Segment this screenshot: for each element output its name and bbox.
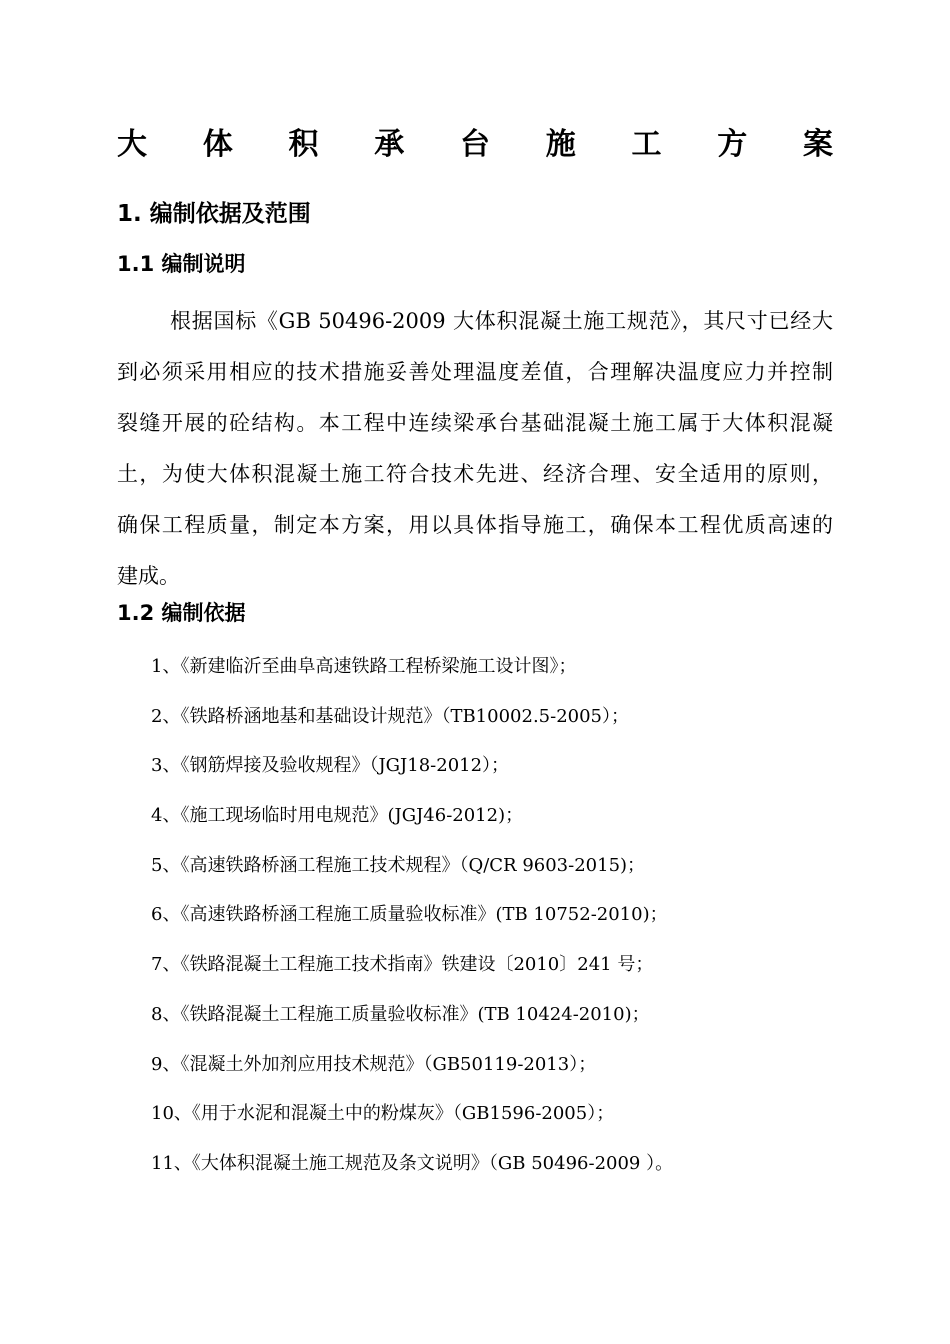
reference-item: 10、《用于水泥和混凝土中的粉煤灰》（GB1596-2005）； [151, 1103, 615, 1125]
reference-list [151, 642, 673, 1189]
document-title [117, 122, 833, 168]
paragraph-line: 裂缝开展的砼结构。本工程中连续梁承台基础混凝土施工属于大体积混凝 [117, 411, 833, 435]
paragraph-line: 根据国标《GB 50496-2009 大体积混凝土施工规范》，其尺寸已经大 [170, 309, 833, 333]
section-1-1-paragraph [117, 296, 833, 602]
reference-item: 4、《施工现场临时用电规范》(JGJ46-2012)； [151, 805, 524, 827]
reference-item: 5、《高速铁路桥涵工程施工技术规程》（Q/CR 9603-2015)； [151, 854, 646, 876]
reference-item: 2、《铁路桥涵地基和基础设计规范》（TB10002.5-2005）； [151, 705, 630, 727]
title-char: 台 [460, 127, 490, 162]
reference-item: 8、《铁路混凝土工程施工质量验收标准》(TB 10424-2010)； [151, 1003, 650, 1025]
title-char: 体 [202, 127, 233, 162]
reference-item: 7、《铁路混凝土工程施工技术指南》铁建设〔2010〕241 号； [151, 954, 654, 976]
title-char: 承 [374, 127, 405, 162]
title-char: 大 [117, 127, 147, 162]
title-char: 施 [545, 127, 576, 162]
title-char: 案 [803, 127, 833, 162]
paragraph-line: 确保工程质量，制定本方案，用以具体指导施工，确保本工程优质高速的 [117, 513, 833, 537]
title-char: 方 [717, 127, 748, 162]
reference-item: 9、《混凝土外加剂应用技术规范》（GB50119-2013）； [151, 1053, 597, 1075]
reference-item: 3、《钢筋焊接及验收规程》（JGJ18-2012）； [151, 755, 510, 777]
paragraph-line: 土，为使大体积混凝土施工符合技术先进、经济合理、安全适用的原则， [117, 462, 833, 486]
reference-item: 6、《高速铁路桥涵工程施工质量验收标准》(TB 10752-2010)； [151, 904, 668, 926]
reference-item: 1、《新建临沂至曲阜高速铁路工程桥梁施工设计图》； [151, 656, 577, 677]
section-1-heading: 1. 编制依据及范围 [117, 201, 311, 227]
section-1-1-heading: 1.1 编制说明 [117, 252, 246, 276]
reference-item: 11、《大体积混凝土施工规范及条文说明》（GB 50496-2009 ）。 [151, 1152, 674, 1174]
title-char: 积 [288, 127, 319, 162]
section-1-2-heading: 1.2 编制依据 [117, 601, 246, 625]
title-char: 工 [631, 127, 662, 162]
paragraph-line: 到必须采用相应的技术措施妥善处理温度差值，合理解决温度应力并控制 [117, 360, 833, 384]
paragraph-line: 建成。 [117, 564, 180, 588]
